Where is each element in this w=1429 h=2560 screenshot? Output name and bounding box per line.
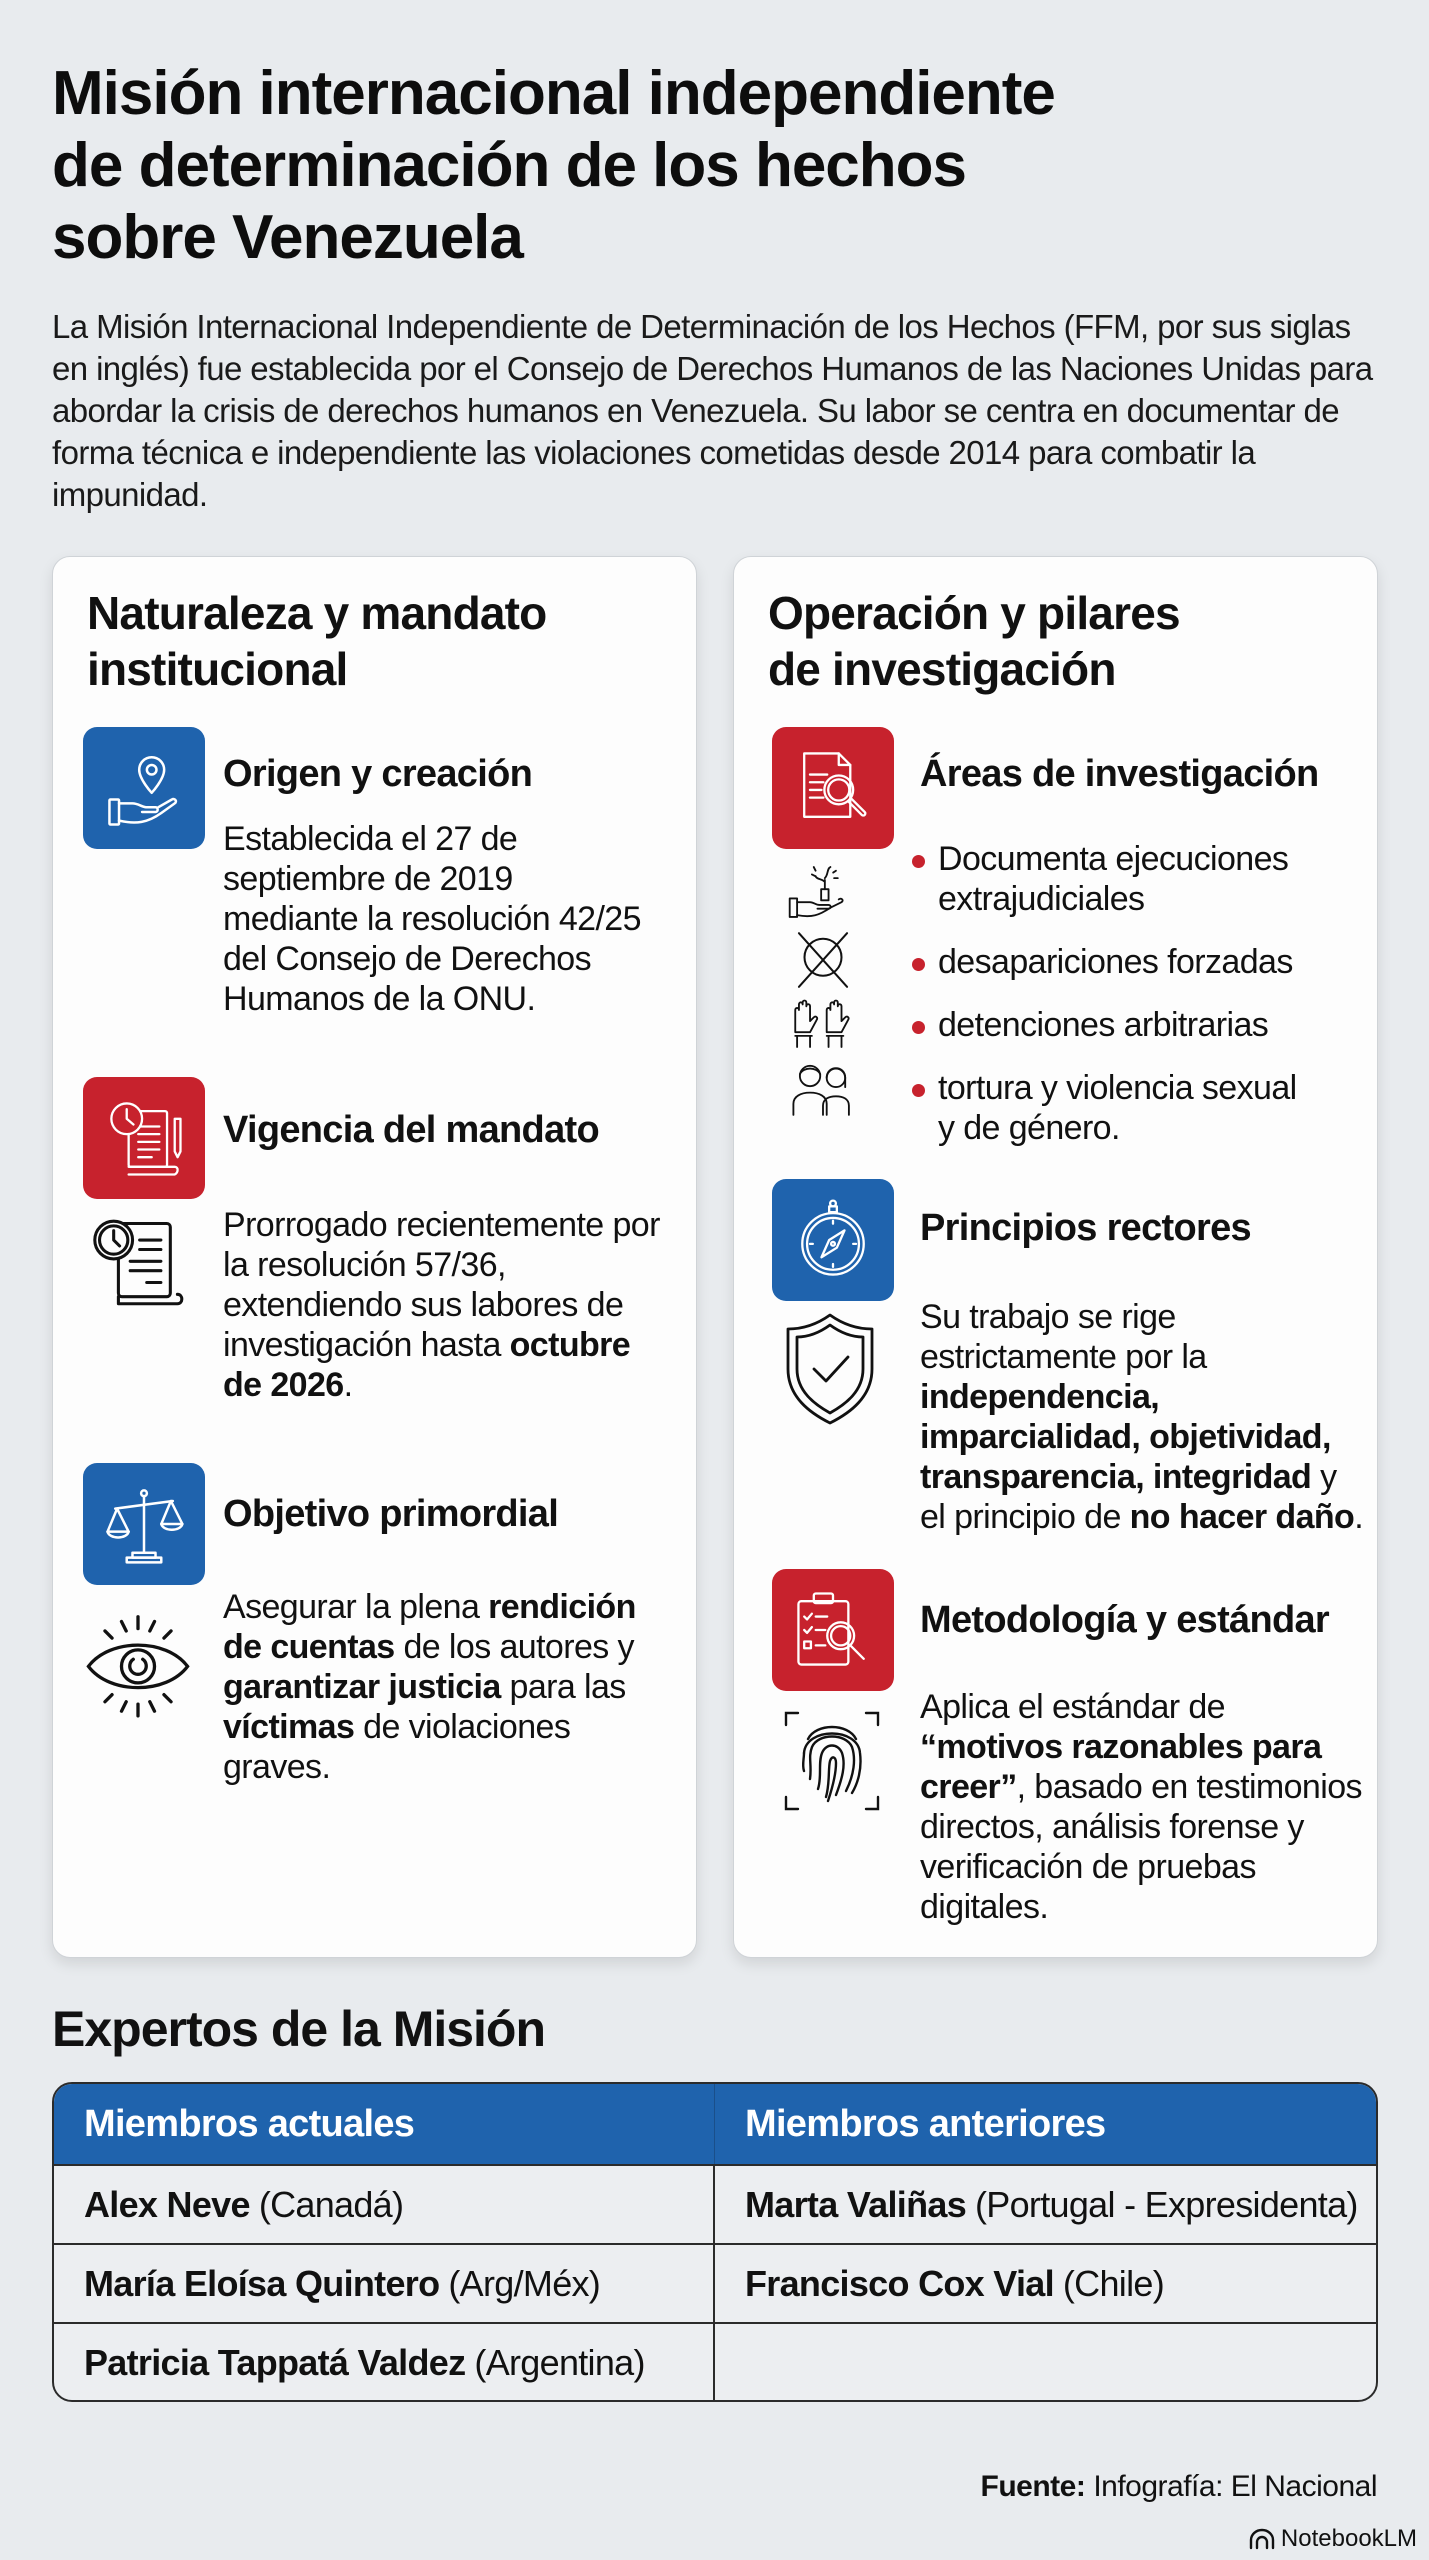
- fingerprint-icon: [782, 1709, 882, 1813]
- crossed-person-icon: [786, 929, 860, 991]
- section-title: Vigencia del mandato: [223, 1109, 599, 1151]
- section-title: Objetivo primordial: [223, 1493, 559, 1535]
- list-item: detenciones arbitrarias: [910, 1005, 1370, 1045]
- section-title: Origen y creación: [223, 753, 533, 795]
- title-line: de determinación de los hechos: [52, 131, 967, 200]
- hand-location-pin-icon: [83, 727, 205, 849]
- scroll-clock-icon: [83, 1207, 201, 1325]
- page-title: [52, 58, 1252, 274]
- table-row: [54, 2322, 1376, 2401]
- table-header: [54, 2084, 1376, 2164]
- table-cell: Alex Neve (Canadá): [54, 2166, 715, 2243]
- card-title-line: Operación y pilares: [768, 587, 1180, 639]
- card-operacion-pilares: [733, 556, 1378, 1958]
- source-credit: Fuente: Infografía: El Nacional: [980, 2470, 1377, 2503]
- card-title-line: Naturaleza y mandato: [87, 587, 547, 639]
- emphasis-date: octubre de 2026: [223, 1326, 631, 1404]
- table-cell: Marta Valiñas (Portugal - Expresidenta): [745, 2183, 1358, 2225]
- column-header-current: Miembros actuales: [54, 2084, 715, 2164]
- section-title: Áreas de investigación: [920, 753, 1319, 795]
- intro-paragraph: La Misión Internacional Independiente de Determinación de los Hechos (FFM, por sus siglas en inglés) fue establecida por el Consejo de Derechos Humanos de las Naciones Unidas para abordar la crisis de derechos humanos en Venezuela. Su labor se centra en documentar de forma técnica e independiente las violaciones cometidas desde 2014 para combatir la impunidad.: [52, 308, 1373, 513]
- card-title-line: de investigación: [768, 643, 1116, 695]
- column-header-former: Miembros anteriores: [745, 2102, 1106, 2145]
- table-row: [54, 2164, 1376, 2243]
- notebooklm-logo-icon: [1249, 2528, 1275, 2550]
- shield-check-icon: [780, 1309, 880, 1429]
- experts-table: [52, 2082, 1378, 2402]
- section-body: Su trabajo se rige estrictamente por la independencia, imparcialidad, objetividad, transparencia, integridad y el principio de no hacer daño.: [920, 1298, 1364, 1536]
- title-line: sobre Venezuela: [52, 203, 523, 272]
- section-title: Metodología y estándar: [920, 1599, 1330, 1641]
- list-item: tortura y violencia sexual y de género.: [910, 1068, 1310, 1148]
- scales-of-justice-icon: [83, 1463, 205, 1585]
- list-item: Documenta ejecuciones extrajudiciales: [910, 839, 1370, 919]
- section-body: Prorrogado recientemente por la resolución 57/36, extendiendo sus labores de investigación hasta octubre de 2026.: [223, 1206, 660, 1404]
- section-body: Establecida el 27 de septiembre de 2019 mediante la resolución 42/25 del Consejo de Derechos Humanos de la ONU.: [223, 820, 641, 1018]
- table-cell: Francisco Cox Vial (Chile): [745, 2262, 1164, 2304]
- raised-hands-icon: [786, 991, 860, 1053]
- investigation-areas-list: [910, 839, 1370, 1171]
- section-body: Asegurar la plena rendición de cuentas de los autores y garantizar justicia para las víctimas de violaciones graves.: [223, 1588, 636, 1786]
- document-magnifier-icon: [772, 727, 894, 849]
- table-cell: Patricia Tappatá Valdez (Argentina): [54, 2324, 715, 2401]
- table-cell: María Eloísa Quintero (Arg/Méx): [54, 2245, 715, 2322]
- card-title: [768, 585, 1358, 697]
- clipboard-magnifier-icon: [772, 1569, 894, 1691]
- card-naturaleza-mandato: [52, 556, 697, 1958]
- experts-heading: Expertos de la Misión: [52, 2001, 546, 2057]
- document-clock-icon: [83, 1077, 205, 1199]
- compass-icon: [772, 1179, 894, 1301]
- title-line: Misión internacional independiente: [52, 59, 1055, 128]
- list-item: desapariciones forzadas: [910, 942, 1370, 982]
- section-title: Principios rectores: [920, 1207, 1251, 1249]
- card-title-line: institucional: [87, 643, 348, 695]
- section-body: Aplica el estándar de “motivos razonables para creer”, basado en testimonios directos, análisis forense y verificación de pruebas digitales.: [920, 1688, 1362, 1926]
- two-people-icon: [786, 1057, 860, 1119]
- table-row: [54, 2243, 1376, 2322]
- table-cell-empty: [715, 2324, 1376, 2401]
- eye-icon: [79, 1605, 197, 1723]
- hand-offering-icon: [786, 861, 860, 923]
- notebooklm-watermark: NotebookLM: [1249, 2525, 1417, 2553]
- card-title: [87, 585, 677, 697]
